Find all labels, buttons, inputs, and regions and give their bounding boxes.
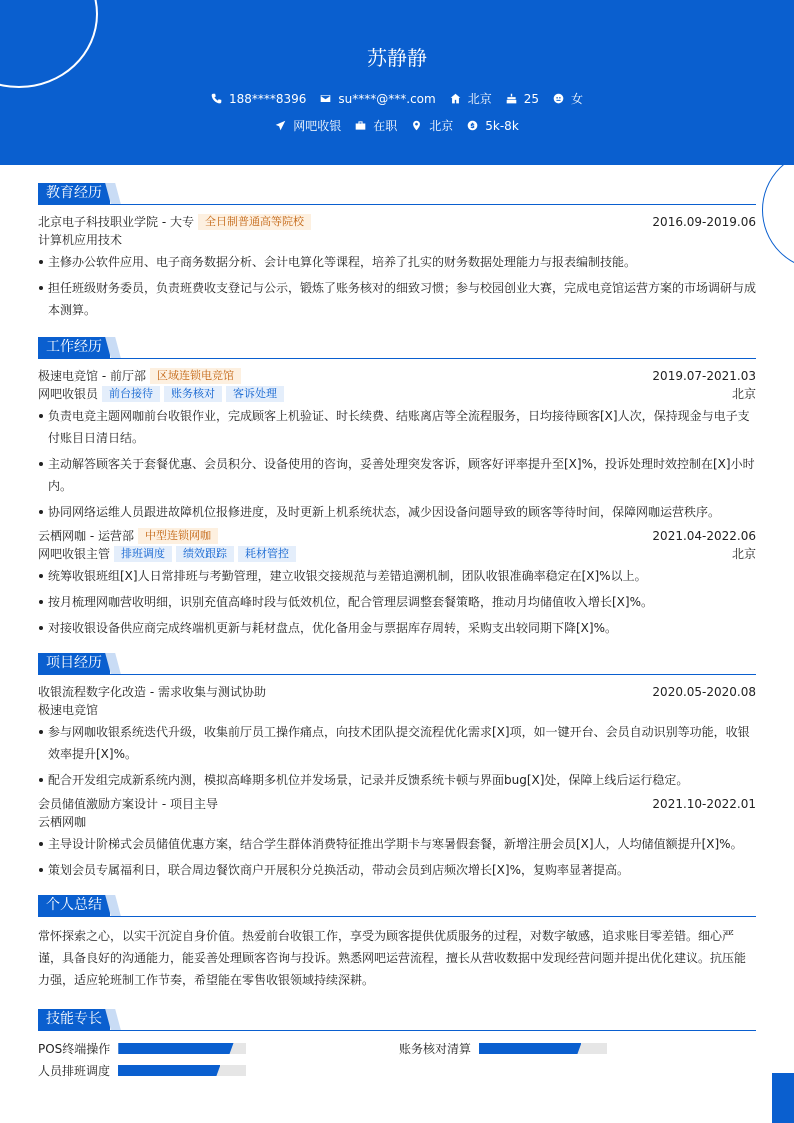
education-entry (38, 213, 756, 231)
skill-bar (118, 1065, 246, 1076)
section-header (38, 895, 756, 917)
section-title: 个人总结 (38, 895, 110, 916)
education-section (38, 183, 756, 325)
skill-level (479, 1043, 581, 1054)
location-icon (411, 120, 422, 131)
resume-header (0, 0, 794, 165)
phone-item (211, 90, 306, 107)
role-tag: 排班调度 (114, 546, 172, 562)
phone-text: 188****8396 (228, 91, 307, 106)
skill-item (38, 1062, 246, 1079)
work-entry-header (38, 527, 756, 545)
role-name: 网吧收银主管 (38, 547, 111, 561)
list-item: 按月梳理网咖营收明细，识别充值高峰时段与低效机位，配合管理层调整套餐策略，推动月均储值收入增长[X]%。 (38, 591, 756, 613)
summary-text: 常怀探索之心，以实干沉淀自身价值。热爱前台收银工作，享受为顾客提供优质服务的过程，对数字敏感，追求账目零差错。细心严谨，具备良好的沟通能力，能妥善处理顾客咨询与投诉。熟悉网吧运营流程，擅长从营收数据中发现经营问题并提出优化建议。抗压能力强，适应轮班制工作节奏，希望能在零售收银领域持续深耕。 (38, 929, 747, 987)
section-title: 项目经历 (38, 653, 110, 674)
city-item (450, 90, 492, 107)
target-city-text: 北京 (429, 119, 454, 133)
list-item: 协同网络运维人员跟进故障机位报修进度，及时更新上机系统状态，减少因设备问题导致的顾客等待时间，保障网咖运营秩序。 (38, 501, 756, 523)
cake-icon (506, 93, 517, 104)
work-date: 2021.04-2022.06 (652, 529, 756, 543)
project-entry-header (38, 795, 756, 813)
decorative-corner-block (772, 1073, 794, 1123)
section-header (38, 183, 756, 205)
project-entry-header (38, 683, 756, 701)
company-name: 云栖网咖 - 运营部 (38, 529, 134, 543)
role-tag: 账务核对 (164, 386, 222, 402)
skill-item (38, 1040, 246, 1057)
summary-section (38, 895, 756, 991)
work-bullets (38, 565, 756, 639)
phone-icon (211, 93, 222, 104)
work-city: 北京 (731, 547, 756, 561)
role-tag: 绩效跟踪 (176, 546, 234, 562)
work-bullets (38, 405, 756, 523)
city-text: 北京 (467, 92, 492, 106)
age-item (506, 90, 539, 107)
email-text: su****@***.com (338, 91, 436, 106)
skill-name: 人员排班调度 (38, 1064, 111, 1078)
target-city-item (411, 117, 453, 134)
salary-text: 5k-8k (485, 118, 519, 133)
section-header (38, 1009, 756, 1031)
skill-name: POS终端操作 (38, 1042, 111, 1056)
education-bullets (38, 251, 756, 321)
list-item: 配合开发组完成新系统内测，模拟高峰期多机位并发场景，记录并反馈系统卡顿与界面bug[X]处，保障上线后运行稳定。 (38, 769, 756, 791)
intent-row (0, 117, 794, 134)
gender-item (553, 90, 583, 107)
candidate-name: 苏静静 (367, 46, 427, 70)
status-text: 在职 (373, 119, 398, 133)
decorative-arc (762, 150, 794, 270)
school-tag: 全日制普通高等院校 (198, 214, 311, 230)
list-item: 主修办公软件应用、电子商务数据分析、会计电算化等课程，培养了扎实的财务数据处理能力与报表编制技能。 (38, 251, 756, 273)
role-line (38, 545, 756, 563)
email-icon (320, 93, 331, 104)
projects-section (38, 653, 756, 885)
work-section (38, 337, 756, 643)
list-item: 对接收银设备供应商完成终端机更新与耗材盘点，优化备用金与票据库存周转，采购支出较同期下降[X]%。 (38, 617, 756, 639)
section-header (38, 653, 756, 675)
gender-text: 女 (571, 92, 584, 106)
skill-bar (118, 1043, 246, 1054)
education-date: 2016.09-2019.06 (652, 215, 756, 229)
list-item: 担任班级财务委员，负责班费收支登记与公示，锻炼了账务核对的细致习惯；参与校园创业大赛，完成电竞馆运营方案的市场调研与成本测算。 (38, 277, 756, 321)
project-date: 2020.05-2020.08 (652, 685, 756, 699)
contact-row (0, 90, 794, 107)
project-org: 云栖网咖 (38, 815, 87, 829)
face-icon (553, 93, 564, 104)
role-tag: 前台接待 (102, 386, 160, 402)
send-icon (275, 120, 286, 131)
list-item: 参与网咖收银系统迭代升级，收集前厅员工操作痛点，向技术团队提交流程优化需求[X]项，如一键开台、会员自动识别等功能，收银效率提升[X]%。 (38, 721, 756, 765)
company-name: 极速电竞馆 - 前厅部 (38, 369, 146, 383)
list-item: 主导设计阶梯式会员储值优惠方案，结合学生群体消费特征推出学期卡与寒暑假套餐，新增注册会员[X]人，人均储值额提升[X]%。 (38, 833, 756, 855)
project-bullets (38, 833, 756, 881)
skill-name: 账务核对清算 (399, 1042, 472, 1056)
money-icon (467, 120, 478, 131)
project-name: 收银流程数字化改造 - 需求收集与测试协助 (38, 685, 266, 699)
list-item: 策划会员专属福利日，联合周边餐饮商户开展积分兑换活动，带动会员到店频次增长[X]%，复购率显著提高。 (38, 859, 756, 881)
section-header (38, 337, 756, 359)
section-title: 技能专长 (38, 1009, 110, 1030)
skill-bar (479, 1043, 607, 1054)
list-item: 负责电竞主题网咖前台收银作业，完成顾客上机验证、时长续费、结账离店等全流程服务，日均接待顾客[X]人次，保持现金与电子支付账目日清日结。 (38, 405, 756, 449)
company-tag: 区域连锁电竞馆 (150, 368, 241, 384)
list-item: 统筹收银班组[X]人日常排班与考勤管理，建立收银交接规范与差错追溯机制，团队收银准确率稳定在[X]%以上。 (38, 565, 756, 587)
home-icon (450, 93, 461, 104)
role-tag: 耗材管控 (238, 546, 296, 562)
skills-section (38, 1009, 756, 1089)
list-item: 主动解答顾客关于套餐优惠、会员积分、设备使用的咨询，妥善处理突发客诉，顾客好评率提升至[X]%，投诉处理时效控制在[X]小时内。 (38, 453, 756, 497)
project-date: 2021.10-2022.01 (652, 797, 756, 811)
project-name: 会员储值激励方案设计 - 项目主导 (38, 797, 218, 811)
section-title: 工作经历 (38, 337, 110, 358)
job-text: 网吧收银 (293, 119, 342, 133)
project-org: 极速电竞馆 (38, 703, 99, 717)
salary-item (467, 117, 519, 134)
major: 计算机应用技术 (38, 233, 123, 247)
project-bullets (38, 721, 756, 791)
job-item (275, 117, 341, 134)
role-name: 网吧收银员 (38, 387, 99, 401)
work-entry-header (38, 367, 756, 385)
work-city: 北京 (731, 387, 756, 401)
age-text: 25 (523, 91, 540, 106)
company-tag: 中型连锁网咖 (138, 528, 218, 544)
status-item (355, 117, 397, 134)
email-item (320, 90, 435, 107)
skill-level (118, 1065, 220, 1076)
section-title: 教育经历 (38, 183, 110, 204)
briefcase-icon (355, 120, 366, 131)
skill-level (118, 1043, 233, 1054)
skill-item (399, 1040, 607, 1057)
role-tag: 客诉处理 (226, 386, 284, 402)
role-line (38, 385, 756, 403)
school-name: 北京电子科技职业学院 - 大专 (38, 215, 194, 229)
work-date: 2019.07-2021.03 (652, 369, 756, 383)
